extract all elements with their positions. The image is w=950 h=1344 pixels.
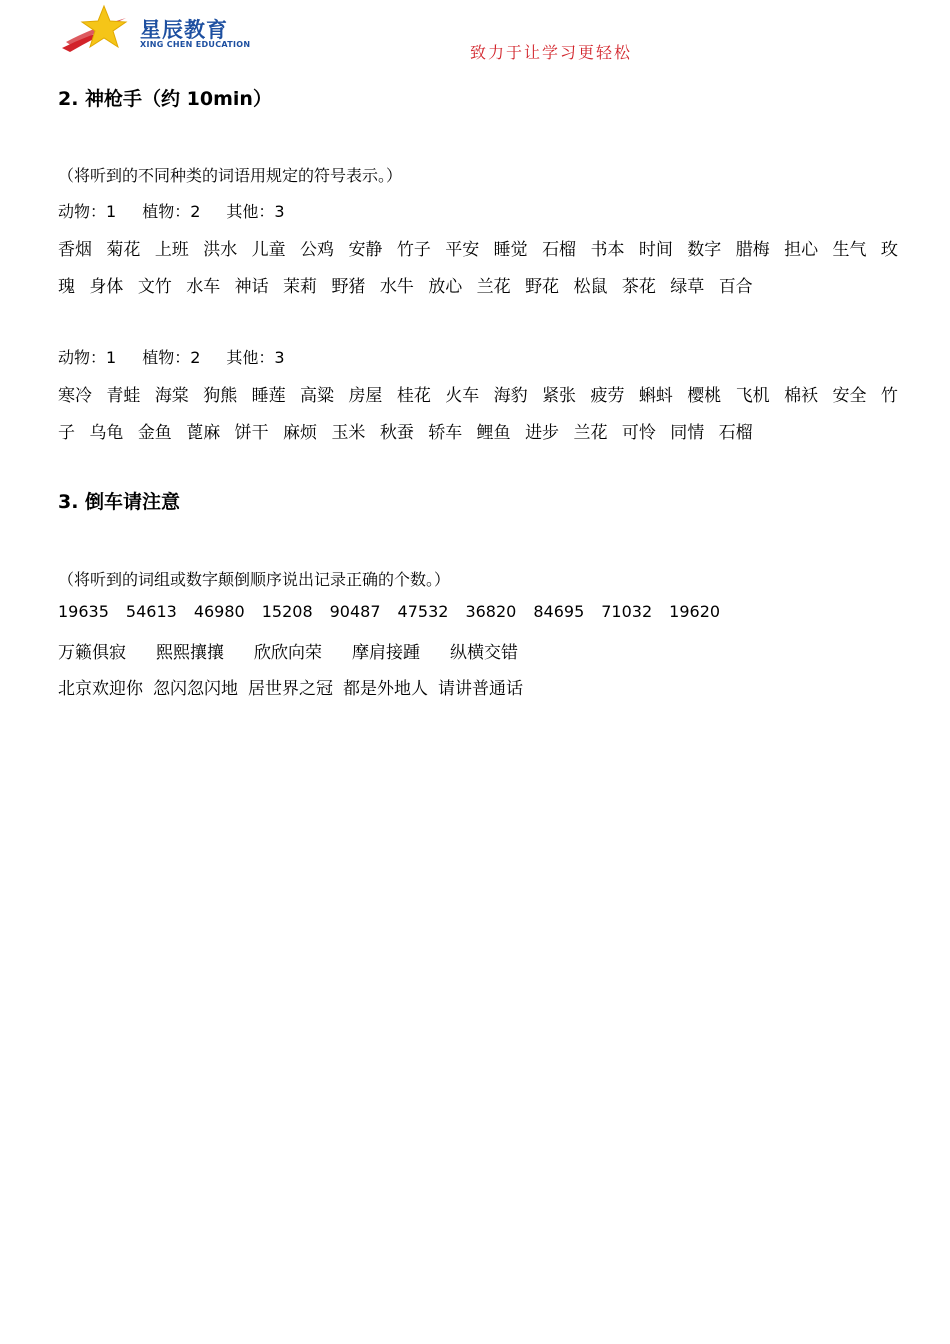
- word-item: 神话: [234, 277, 269, 297]
- word-item: 兰花: [476, 277, 511, 297]
- word-item: 海豹: [493, 386, 528, 406]
- word-item: 文竹: [137, 277, 172, 297]
- category-label: 植物：2: [142, 202, 201, 221]
- number-item: 15208: [261, 602, 313, 621]
- category-label: 其他：3: [226, 348, 285, 367]
- word-item: 担心: [784, 240, 819, 260]
- word-item: 上班: [154, 240, 189, 260]
- word-item: 狗熊: [203, 386, 238, 406]
- slogan: 致力于让学习更轻松: [470, 43, 633, 62]
- phrase-item: 都是外地人: [343, 679, 428, 699]
- word-item: 安全: [832, 386, 867, 406]
- section-2-instruction: （将听到的不同种类的词语用规定的符号表示。）: [58, 166, 403, 185]
- category-label: 动物：1: [58, 348, 117, 367]
- word-item: 桂花: [396, 386, 431, 406]
- idiom-line: [58, 638, 518, 663]
- number-item: 90487: [329, 602, 381, 621]
- word-item: 饼干: [234, 423, 269, 443]
- word-item: 野花: [525, 277, 560, 297]
- number-item: 19620: [669, 602, 721, 621]
- word-item: 寒冷: [58, 386, 92, 406]
- star-logo-icon: [60, 4, 140, 54]
- phrase-item: 请讲普通话: [438, 679, 523, 699]
- word-item: 儿童: [251, 240, 286, 260]
- number-item: 47532: [397, 602, 449, 621]
- word-item: 时间: [638, 240, 673, 260]
- group-1-words-line-1: [58, 235, 898, 260]
- word-item: 水车: [186, 277, 221, 297]
- word-item: 香烟: [58, 240, 92, 260]
- number-sequence-line: [58, 602, 720, 621]
- word-item: 放心: [428, 277, 463, 297]
- word-item: 进步: [525, 423, 560, 443]
- phrase-line: [58, 674, 523, 699]
- word-item: 平安: [445, 240, 480, 260]
- group-2-words-line-2: [58, 418, 892, 443]
- word-item: 兰花: [573, 423, 608, 443]
- idiom-item: 万籁俱寂: [58, 643, 126, 663]
- number-item: 36820: [465, 602, 517, 621]
- word-item: 飞机: [735, 386, 770, 406]
- logo-chinese-text: 星辰教育: [140, 18, 228, 42]
- word-item: 洪水: [203, 240, 238, 260]
- word-item: 数字: [687, 240, 722, 260]
- word-item: 石榴: [542, 240, 577, 260]
- number-item: 46980: [193, 602, 245, 621]
- word-item: 公鸡: [300, 240, 335, 260]
- group-2-categories: [58, 345, 285, 368]
- idiom-item: 摩肩接踵: [352, 643, 420, 663]
- word-item: 生气: [832, 240, 867, 260]
- word-item: 房屋: [348, 386, 383, 406]
- word-item: 竹子: [396, 240, 431, 260]
- word-item: 蝌蚪: [638, 386, 673, 406]
- word-item: 玫: [880, 240, 898, 260]
- word-item: 安静: [348, 240, 383, 260]
- word-item: 鲤鱼: [476, 423, 511, 443]
- section-3-title: 3. 倒车请注意: [58, 491, 181, 513]
- word-item: 水牛: [379, 277, 414, 297]
- word-item: 麻烦: [283, 423, 318, 443]
- word-item: 蓖麻: [186, 423, 221, 443]
- number-item: 54613: [125, 602, 177, 621]
- section-2-title: 2. 神枪手（约 10min）: [58, 88, 272, 110]
- word-item: 秋蚕: [379, 423, 414, 443]
- number-item: 84695: [533, 602, 585, 621]
- logo-english-text: XING CHEN EDUCATION: [140, 40, 251, 49]
- word-item: 瑰: [58, 277, 75, 297]
- word-item: 睡莲: [251, 386, 286, 406]
- word-item: 疲劳: [590, 386, 625, 406]
- word-item: 高粱: [300, 386, 335, 406]
- idiom-item: 熙熙攘攘: [156, 643, 224, 663]
- word-item: 竹: [880, 386, 898, 406]
- word-item: 腊梅: [735, 240, 770, 260]
- word-item: 松鼠: [573, 277, 608, 297]
- section-3-instruction: （将听到的词组或数字颠倒顺序说出记录正确的个数。）: [58, 570, 451, 589]
- word-item: 棉袄: [784, 386, 819, 406]
- word-item: 茶花: [621, 277, 656, 297]
- category-label: 动物：1: [58, 202, 117, 221]
- group-1-categories: [58, 199, 285, 222]
- word-item: 轿车: [428, 423, 463, 443]
- word-item: 菊花: [106, 240, 141, 260]
- word-item: 金鱼: [137, 423, 172, 443]
- group-1-words-line-2: [58, 272, 892, 297]
- word-item: 乌龟: [89, 423, 124, 443]
- phrase-item: 北京欢迎你: [58, 679, 143, 699]
- word-item: 可怜: [621, 423, 656, 443]
- idiom-item: 欣欣向荣: [254, 643, 322, 663]
- phrase-item: 居世界之冠: [248, 679, 333, 699]
- word-item: 书本: [590, 240, 625, 260]
- word-item: 同情: [670, 423, 705, 443]
- word-item: 紧张: [542, 386, 577, 406]
- word-item: 石榴: [718, 423, 753, 443]
- idiom-item: 纵横交错: [450, 643, 518, 663]
- word-item: 海棠: [154, 386, 189, 406]
- word-item: 身体: [89, 277, 124, 297]
- word-item: 樱桃: [687, 386, 722, 406]
- word-item: 野猪: [331, 277, 366, 297]
- word-item: 子: [58, 423, 75, 443]
- word-item: 青蛙: [106, 386, 141, 406]
- word-item: 睡觉: [493, 240, 528, 260]
- word-item: 茉莉: [283, 277, 318, 297]
- logo: [60, 4, 270, 54]
- number-item: 19635: [58, 602, 109, 621]
- category-label: 植物：2: [142, 348, 201, 367]
- word-item: 百合: [718, 277, 753, 297]
- number-item: 71032: [601, 602, 653, 621]
- word-item: 玉米: [331, 423, 366, 443]
- word-item: 火车: [445, 386, 480, 406]
- word-item: 绿草: [670, 277, 705, 297]
- phrase-item: 忽闪忽闪地: [153, 679, 238, 699]
- group-2-words-line-1: [58, 381, 898, 406]
- category-label: 其他：3: [226, 202, 285, 221]
